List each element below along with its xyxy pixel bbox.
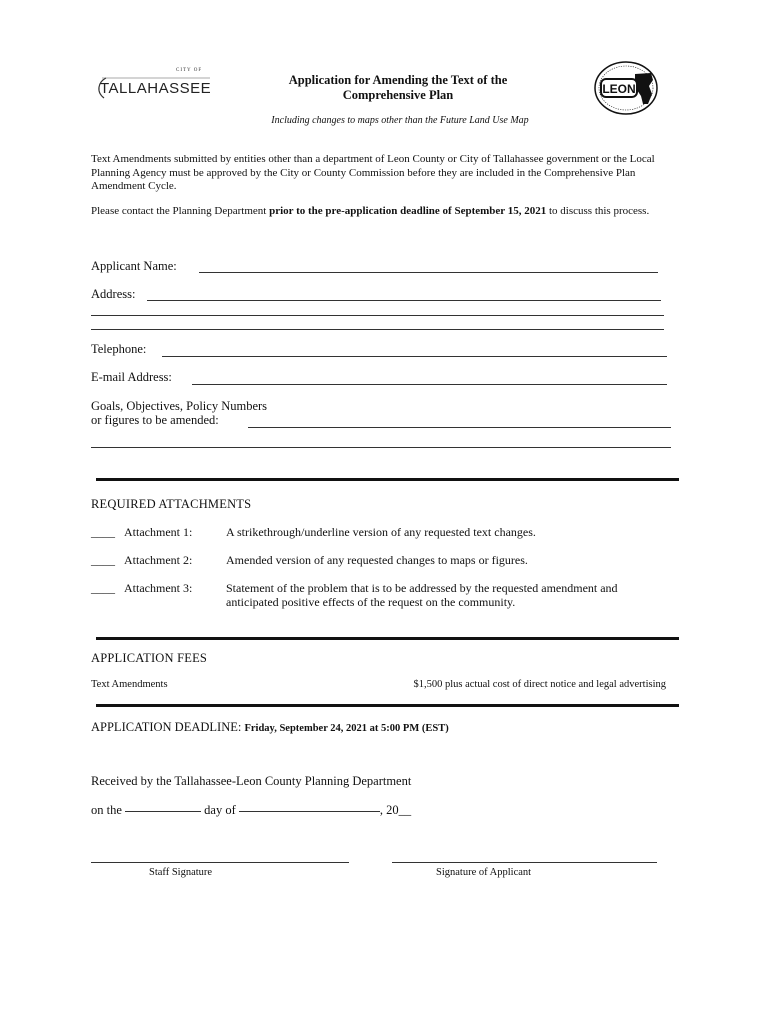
leon-county-seal-icon bbox=[591, 60, 661, 116]
received-on-the: on the bbox=[91, 803, 122, 817]
address-input-line-2[interactable] bbox=[91, 315, 664, 316]
required-attachments-heading: REQUIRED ATTACHMENTS bbox=[91, 497, 252, 511]
attachment-1-label: Attachment 1: bbox=[124, 525, 193, 539]
logo-small-text: CITY OF bbox=[176, 68, 203, 73]
page-title bbox=[232, 73, 564, 103]
seal-text: LEON bbox=[602, 82, 636, 96]
received-year-blank[interactable]: __ bbox=[398, 803, 412, 817]
tallahassee-logo bbox=[92, 68, 212, 106]
intro-paragraph-2-end: to discuss this process. bbox=[546, 205, 650, 217]
fee-item-label: Text Amendments bbox=[91, 679, 168, 690]
applicant-signature-caption: Signature of Applicant bbox=[436, 867, 532, 878]
goals-label-line-2: or figures to be amended: bbox=[91, 413, 219, 427]
deadline-value: Friday, September 24, 2021 at 5:00 PM (EST) bbox=[244, 723, 449, 734]
title-line-2: Comprehensive Plan bbox=[342, 88, 454, 102]
applicant-signature-line[interactable] bbox=[392, 862, 657, 863]
address-label: Address: bbox=[91, 287, 136, 301]
attachment-1-description: A strikethrough/underline version of any requested text changes. bbox=[226, 525, 536, 539]
received-day-input-line[interactable] bbox=[125, 811, 201, 812]
attachment-3-label: Attachment 3: bbox=[124, 581, 193, 595]
received-year-prefix: , 20 bbox=[379, 803, 399, 817]
telephone-input-line[interactable] bbox=[162, 356, 667, 357]
leon-county-seal bbox=[591, 60, 661, 116]
staff-signature-line[interactable] bbox=[91, 862, 349, 863]
attachment-item-3 bbox=[91, 581, 681, 627]
attachment-2-checkbox-blank[interactable]: ____ bbox=[91, 553, 115, 567]
logo-text: TALLAHASSEE bbox=[100, 80, 212, 97]
title-line-1: Application for Amending the Text of the bbox=[288, 73, 508, 87]
address-input-line-3[interactable] bbox=[91, 329, 664, 330]
attachment-2-description: Amended version of any requested changes to maps or figures. bbox=[226, 553, 528, 567]
applicant-name-input-line[interactable] bbox=[199, 272, 658, 273]
intro-paragraph-2 bbox=[91, 205, 681, 219]
received-date-line bbox=[91, 803, 411, 818]
application-fees-heading: APPLICATION FEES bbox=[91, 651, 208, 665]
goals-input-line-2[interactable] bbox=[91, 447, 671, 448]
telephone-label: Telephone: bbox=[91, 342, 147, 356]
address-input-line-1[interactable] bbox=[147, 300, 661, 301]
goals-label-line-1: Goals, Objectives, Policy Numbers bbox=[91, 399, 268, 413]
email-label: E-mail Address: bbox=[91, 370, 172, 384]
fee-row-text-amendments bbox=[91, 679, 666, 693]
section-divider-2 bbox=[96, 637, 679, 640]
page-subtitle: Including changes to maps other than the Future Land Use Map bbox=[271, 115, 529, 126]
attachment-item-2 bbox=[91, 553, 681, 569]
attachment-2-label: Attachment 2: bbox=[124, 553, 193, 567]
deadline-label: APPLICATION DEADLINE: bbox=[91, 720, 242, 734]
intro-paragraph-2-start: Please contact the Planning Department bbox=[91, 205, 270, 217]
application-deadline bbox=[91, 720, 449, 735]
goals-input-line-1[interactable] bbox=[248, 427, 671, 428]
attachment-3-description: Statement of the problem that is to be addressed by the requested amendment and anticipated positive effects of the request on the community. bbox=[226, 581, 618, 609]
fee-item-amount: $1,500 plus actual cost of direct notice and legal advertising bbox=[413, 679, 666, 690]
attachment-item-1 bbox=[91, 525, 681, 541]
section-divider-3 bbox=[96, 704, 679, 707]
staff-signature-caption: Staff Signature bbox=[149, 867, 213, 878]
attachment-1-checkbox-blank[interactable]: ____ bbox=[91, 525, 115, 539]
pre-application-deadline: prior to the pre-application deadline of September 15, 2021 bbox=[269, 205, 547, 217]
attachment-3-checkbox-blank[interactable]: ____ bbox=[91, 581, 115, 595]
intro-paragraph-1: Text Amendments submitted by entities other than a department of Leon County or City of Tallahassee government or the Local Planning Agency must be approved by the City or County Commission before they are included in the Comprehensive Plan Amendment Cycle. bbox=[91, 153, 655, 192]
received-month-input-line[interactable] bbox=[239, 811, 380, 812]
applicant-name-label: Applicant Name: bbox=[91, 259, 177, 273]
received-by-text: Received by the Tallahassee-Leon County Planning Department bbox=[91, 774, 412, 788]
section-divider-1 bbox=[96, 478, 679, 481]
received-day-of: day of bbox=[204, 803, 236, 817]
email-input-line[interactable] bbox=[192, 384, 667, 385]
